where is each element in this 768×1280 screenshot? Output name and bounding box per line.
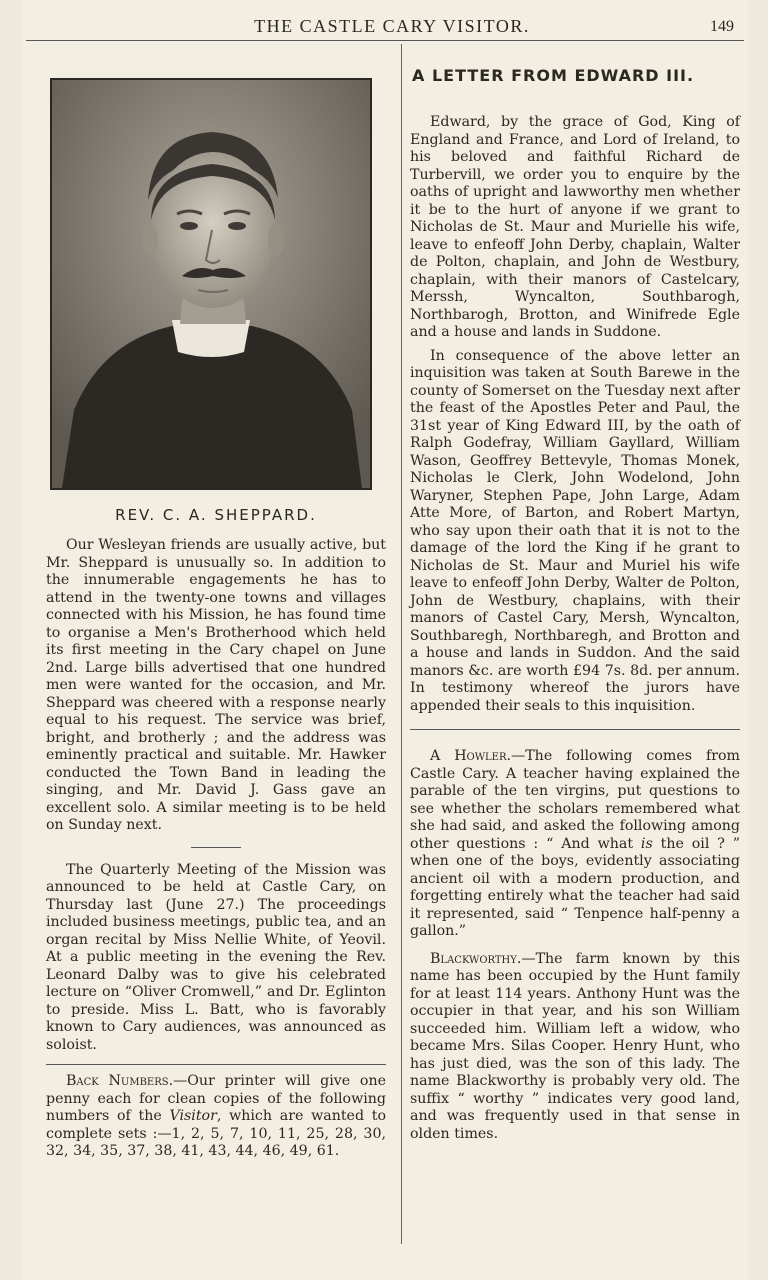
- left-column: [46, 537, 386, 1161]
- back-numbers-paragraph: [46, 1073, 386, 1161]
- running-header: [22, 14, 748, 40]
- portrait-photo: [50, 78, 372, 490]
- sheppard-paragraph: Our Wesleyan friends are usually active, but Mr. Sheppard is unusually so. In addition to the innumerable engagements he has to attend in the twenty-one towns and villages connected with his Mission, he has found time to organise a Men's Brotherhood which held its first meeting in the Cary chapel on June 2nd. Large bills advertised that one hundred men were wanted for the occasion, and Mr. Sheppard was cheered with a response nearly equal to his request. The service was brief, bright, and brotherly ; and the address was eminently practical and suitable. Mr. Hawker conducted the Town Band in leading the singing, and Mr. David J. Gass gave an excellent solo. A similar meeting is to be held on Sunday next.: [46, 537, 386, 833]
- howler-italic: is: [640, 835, 653, 852]
- header-title: THE CASTLE CARY VISITOR.: [254, 16, 530, 36]
- right-column: [410, 114, 740, 1143]
- portrait-illustration: [52, 80, 370, 488]
- letter-paragraph-2: In consequence of the above letter an inquisition was taken at South Barewe in the county of Somerset on the Tuesday next after the feast of the Apostles Peter and Paul, the 31st year of King Edward III, by the oath of Ralph Godefray, William Gayllard, William Wason, Geoffrey Bettevyle, Thomas Monek, Nicholas le Clerk, John Wodelond, John Waryner, Stephen Pape, John Large, Adam Atte More, of Barton, and Robert Martyn, who say upon their oath that it is not to the damage of the lord the King if he grant to Nicholas de St. Maur and Muriel his wife leave to enfeoff John Derby, Walter de Polton, John de Westbury, chaplains, with their manors of Castel Cary, Mersh, Wyncalton, Southbaregh, Northbaregh, and Brotton and a house and lands in Suddon. And the said manors &c. are worth £94 7s. 8d. per annum. In testimony whereof the jurors have appended their seals to this inquisition.: [410, 347, 740, 714]
- blackworthy-heading: Blackworthy.: [430, 950, 522, 967]
- back-numbers-italic: Visitor: [169, 1108, 217, 1124]
- howler-text-2: the oil ? ” when one of the boys, evidently associating ancient oil with a modern production, and forgetting entirely what the teacher had said it represented, said “ Tenpence half-penny a gallon.”: [410, 835, 740, 939]
- letter-title: A LETTER FROM EDWARD III.: [412, 66, 695, 85]
- column-divider: [401, 44, 402, 1244]
- blackworthy-text: —The farm known by this name has been occupied by the Hunt family for at least 114 years. Anthony Hunt was the occupier in that year, and his son William succeeded him. William left a widow, who became Mrs. Silas Cooper. Henry Hunt, who has just died, was the son of this lady. The name Blackworthy is probably very old. The suffix “ worthy ” indicates very good land, and was frequently used in that sense in olden times.: [410, 950, 740, 1142]
- header-rule: [26, 40, 744, 41]
- howler-heading: A Howler.: [430, 748, 512, 764]
- section-rule: [46, 1064, 386, 1065]
- howler-text-1: —The following comes from Castle Cary. A teacher having explained the parable of the ten virgins, put questions to see whether the scholars remembered what she had said, and asked the following among other questions : “ And what: [410, 748, 741, 852]
- section-rule: [410, 729, 740, 730]
- portrait-caption: REV. C. A. SHEPPARD.: [115, 506, 317, 524]
- section-separator: [191, 847, 241, 848]
- quarterly-meeting-paragraph: The Quarterly Meeting of the Mission was announced to be held at Castle Cary, on Thursday last (June 27.) The proceedings included business meetings, public tea, and an organ recital by Miss Nellie White, of Yeovil. At a public meeting in the evening the Rev. Leonard Dalby was to give his celebrated lecture on “Oliver Cromwell,” and Dr. Eglinton to preside. Miss L. Batt, who is favorably known to Cary audiences, was announced as soloist.: [46, 861, 386, 1053]
- page: [22, 0, 748, 1280]
- howler-paragraph: [410, 748, 740, 941]
- back-numbers-heading: Back Numbers.: [66, 1073, 174, 1089]
- back-numbers-text: —Our printer will give one penny each for clean copies of the following numbers of the: [46, 1073, 386, 1124]
- page-number: 149: [710, 18, 734, 35]
- back-numbers-text2: , which are wanted to complete sets :—1, 2, 5, 7, 10, 11, 25, 28, 30, 32, 34, 35, 37, 38, 41, 43, 44, 46, 49, 61.: [46, 1108, 386, 1159]
- letter-paragraph-1: Edward, by the grace of God, King of England and France, and Lord of Ireland, to his beloved and faithful Richard de Turbervill, we order you to enquire by the oaths of upright and lawworthy men whether it be to the hurt of anyone if we grant to Nicholas de St. Maur and Murielle his wife, leave to enfeoff John Derby, chaplain, Walter de Polton, chaplain, and John de Westbury, chaplain, with their manors of Castelcary, Merssh, Wyncalton, Southbarogh, Northbarogh, Brotton, and Winifrede Egle and a house and lands in Suddone.: [410, 114, 740, 340]
- blackworthy-paragraph: [410, 951, 740, 1144]
